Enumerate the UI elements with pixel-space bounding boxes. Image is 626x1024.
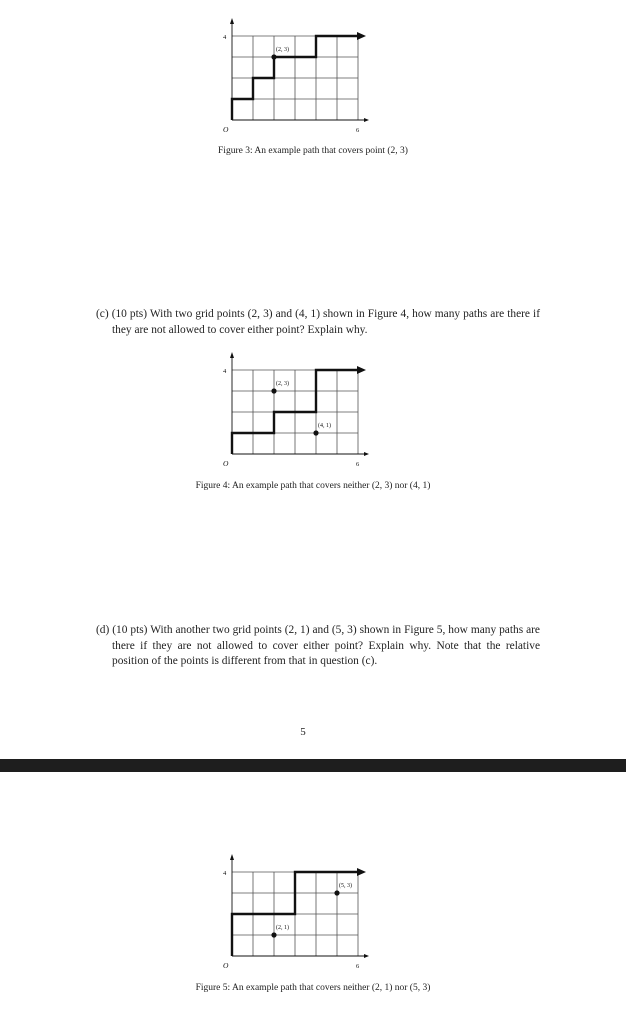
grid-point-label: (4, 1) bbox=[318, 423, 331, 429]
figure-4-caption: Figure 4: An example path that covers neither (2, 3) nor (4, 1) bbox=[195, 481, 431, 491]
page-number: 5 bbox=[300, 726, 306, 738]
origin-label: O bbox=[223, 961, 229, 970]
origin-label: O bbox=[223, 459, 229, 468]
origin-label: O bbox=[223, 125, 229, 134]
figure-4 bbox=[223, 352, 369, 468]
y-max-tick-label: 4 bbox=[223, 368, 227, 375]
grid-point-label: (2, 3) bbox=[276, 47, 289, 53]
y-max-tick-label: 4 bbox=[223, 34, 227, 41]
figure-3-caption: Figure 3: An example path that covers point (2, 3) bbox=[218, 146, 408, 156]
grid-point-label: (2, 3) bbox=[276, 381, 289, 387]
question-c-text: (c) (10 pts) With two grid points (2, 3) and (4, 1) shown in Figure 4, how many paths are there if they are not allowed to cover either point? Explain why. bbox=[96, 308, 540, 336]
grid-point-marker bbox=[334, 890, 339, 895]
figure-5-caption: Figure 5: An example path that covers neither (2, 1) nor (5, 3) bbox=[195, 983, 431, 993]
grid-point-marker bbox=[271, 932, 276, 937]
y-axis-arrow-icon bbox=[230, 854, 234, 860]
y-axis-arrow-icon bbox=[230, 352, 234, 358]
figure-3 bbox=[223, 18, 369, 134]
x-axis-arrow-icon bbox=[364, 452, 369, 456]
grid-point-marker bbox=[271, 388, 276, 393]
figure-5 bbox=[223, 854, 369, 970]
x-axis-arrow-icon bbox=[364, 954, 369, 958]
question-d bbox=[96, 623, 540, 670]
path-arrow-icon bbox=[357, 366, 366, 374]
x-max-tick-label: 6 bbox=[356, 127, 360, 134]
x-max-tick-label: 6 bbox=[356, 963, 360, 970]
y-max-tick-label: 4 bbox=[223, 870, 227, 877]
y-axis-arrow-icon bbox=[230, 18, 234, 24]
grid-point-label: (2, 1) bbox=[276, 925, 289, 931]
x-max-tick-label: 6 bbox=[356, 461, 360, 468]
question-c bbox=[96, 307, 540, 338]
grid-point-label: (5, 3) bbox=[339, 883, 352, 889]
x-axis-arrow-icon bbox=[364, 118, 369, 122]
grid-point-marker bbox=[271, 54, 276, 59]
page-divider bbox=[0, 759, 626, 772]
grid-point-marker bbox=[313, 430, 318, 435]
question-d-text: (d) (10 pts) With another two grid points (2, 1) and (5, 3) shown in Figure 5, how many paths are there if they are not allowed to cover either point? Explain why. Note that the relative position of the points is different from that in question (c). bbox=[96, 624, 540, 667]
path-arrow-icon bbox=[357, 868, 366, 876]
path-arrow-icon bbox=[357, 32, 366, 40]
